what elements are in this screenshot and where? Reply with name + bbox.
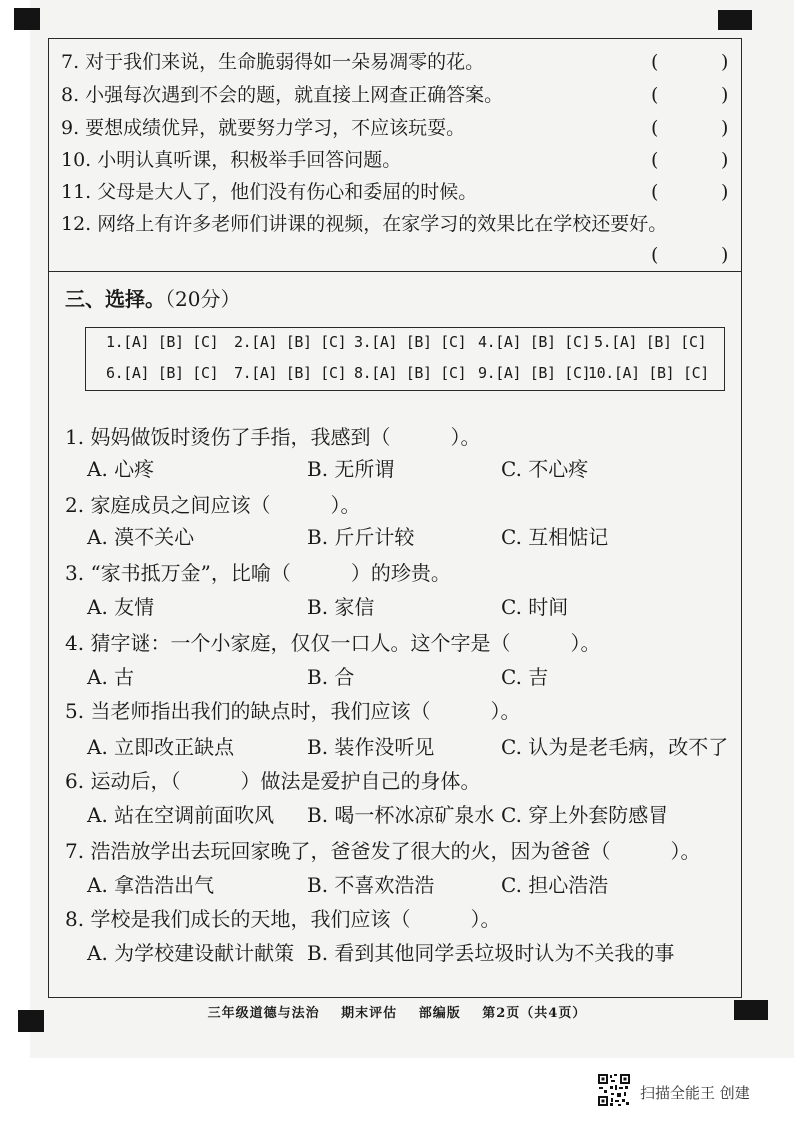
tf-item-10: 10. 小明认真听课，积极举手回答问题。 <box>61 149 402 171</box>
answer-choice-3[interactable]: 3.[A] [B] [C] <box>354 333 467 351</box>
qr-code-icon <box>597 1073 631 1107</box>
footer-edition: 部编版 <box>418 1006 461 1021</box>
answer-paren-close: ) <box>721 84 729 106</box>
option-c[interactable]: C. 不心疼 <box>501 457 589 481</box>
option-b[interactable]: B. 看到其他同学丢垃圾时认为不关我的事 <box>307 941 675 965</box>
answer-choice-10[interactable]: 10.[A] [B] [C] <box>588 364 709 382</box>
section-title <box>65 283 240 312</box>
answer-paren-open: ( <box>651 149 659 171</box>
option-b[interactable]: B. 家信 <box>307 595 375 619</box>
option-a[interactable]: A. 友情 <box>87 595 155 619</box>
tf-item-9: 9. 要想成绩优异，就要努力学习，不应该玩耍。 <box>61 117 466 139</box>
option-a[interactable]: A. 古 <box>87 665 135 689</box>
option-b[interactable]: B. 喝一杯冰凉矿泉水 <box>307 803 495 827</box>
option-c[interactable]: C. 吉 <box>501 665 549 689</box>
section-title-text: 三、选择。 <box>65 287 165 311</box>
answer-paren-open: ( <box>651 181 659 203</box>
answer-paren-close: ) <box>721 244 729 266</box>
tf-item-12: 12. 网络上有许多老师们讲课的视频，在家学习的效果比在学校还要好。 <box>61 213 668 235</box>
option-b[interactable]: B. 合 <box>307 665 355 689</box>
option-a[interactable]: A. 心疼 <box>87 457 155 481</box>
answer-paren-close: ) <box>721 149 729 171</box>
footer-exam: 期末评估 <box>341 1006 398 1021</box>
option-c[interactable]: C. 互相惦记 <box>501 525 609 549</box>
tf-item-7: 7. 对于我们来说，生命脆弱得如一朵易凋零的花。 <box>61 51 485 73</box>
option-c[interactable]: C. 认为是老毛病，改不了 <box>501 735 729 759</box>
answer-choice-7[interactable]: 7.[A] [B] [C] <box>234 364 347 382</box>
registration-mark-top-left <box>14 8 40 30</box>
page-footer <box>0 1002 794 1021</box>
question-2: 2. 家庭成员之间应该（ ）。 <box>65 493 361 517</box>
question-5: 5. 当老师指出我们的缺点时，我们应该（ ）。 <box>65 699 521 723</box>
answer-paren-close: ) <box>721 117 729 139</box>
option-b[interactable]: B. 装作没听见 <box>307 735 435 759</box>
answer-sheet-row <box>86 333 724 359</box>
option-a[interactable]: A. 站在空调前面吹风 <box>87 803 275 827</box>
scanner-watermark-label: 扫描全能王 创建 <box>640 1084 750 1102</box>
answer-paren-close: ) <box>721 181 729 203</box>
answer-choice-5[interactable]: 5.[A] [B] [C] <box>594 333 707 351</box>
tf-item-8: 8. 小强每次遇到不会的题，就直接上网查正确答案。 <box>61 84 504 106</box>
answer-choice-9[interactable]: 9.[A] [B] [C] <box>478 364 591 382</box>
answer-choice-1[interactable]: 1.[A] [B] [C] <box>106 333 219 351</box>
answer-choice-8[interactable]: 8.[A] [B] [C] <box>354 364 467 382</box>
option-a[interactable]: A. 立即改正缺点 <box>87 735 235 759</box>
question-8: 8. 学校是我们成长的天地，我们应该（ ）。 <box>65 907 501 931</box>
section-points: （20分） <box>165 287 241 311</box>
question-7: 7. 浩浩放学出去玩回家晚了，爸爸发了很大的火，因为爸爸（ ）。 <box>65 839 701 863</box>
question-4: 4. 猜字谜：一个小家庭，仅仅一口人。这个字是（ ）。 <box>65 631 601 655</box>
answer-sheet-row <box>86 364 724 390</box>
option-a[interactable]: A. 漠不关心 <box>87 525 195 549</box>
option-a[interactable]: A. 拿浩浩出气 <box>87 873 215 897</box>
answer-choice-6[interactable]: 6.[A] [B] [C] <box>106 364 219 382</box>
question-3: 3. “家书抵万金”，比喻（ ）的珍贵。 <box>65 561 451 585</box>
registration-mark-top-right <box>718 10 752 30</box>
question-1: 1. 妈妈做饭时烫伤了手指，我感到（ ）。 <box>65 425 481 449</box>
answer-sheet-box <box>85 327 725 391</box>
answer-paren-open: ( <box>651 51 659 73</box>
option-c[interactable]: C. 担心浩浩 <box>501 873 609 897</box>
option-b[interactable]: B. 斤斤计较 <box>307 525 415 549</box>
option-c[interactable]: C. 时间 <box>501 595 569 619</box>
answer-paren-open: ( <box>651 84 659 106</box>
tf-item-11: 11. 父母是大人了，他们没有伤心和委屈的时候。 <box>61 181 478 203</box>
option-b[interactable]: B. 不喜欢浩浩 <box>307 873 435 897</box>
footer-page: 第2页（共4页） <box>482 1006 587 1021</box>
answer-paren-open: ( <box>651 117 659 139</box>
answer-paren-close: ) <box>721 51 729 73</box>
option-c[interactable]: C. 穿上外套防感冒 <box>501 803 669 827</box>
exam-frame <box>48 38 742 998</box>
answer-paren-open: ( <box>651 244 659 266</box>
answer-choice-4[interactable]: 4.[A] [B] [C] <box>478 333 591 351</box>
option-b[interactable]: B. 无所谓 <box>307 457 395 481</box>
question-6: 6. 运动后，（ ）做法是爱护自己的身体。 <box>65 769 481 793</box>
true-false-section <box>49 39 741 272</box>
footer-subject: 三年级道德与法治 <box>207 1006 320 1021</box>
answer-choice-2[interactable]: 2.[A] [B] [C] <box>234 333 347 351</box>
option-a[interactable]: A. 为学校建设献计献策 <box>87 941 295 965</box>
